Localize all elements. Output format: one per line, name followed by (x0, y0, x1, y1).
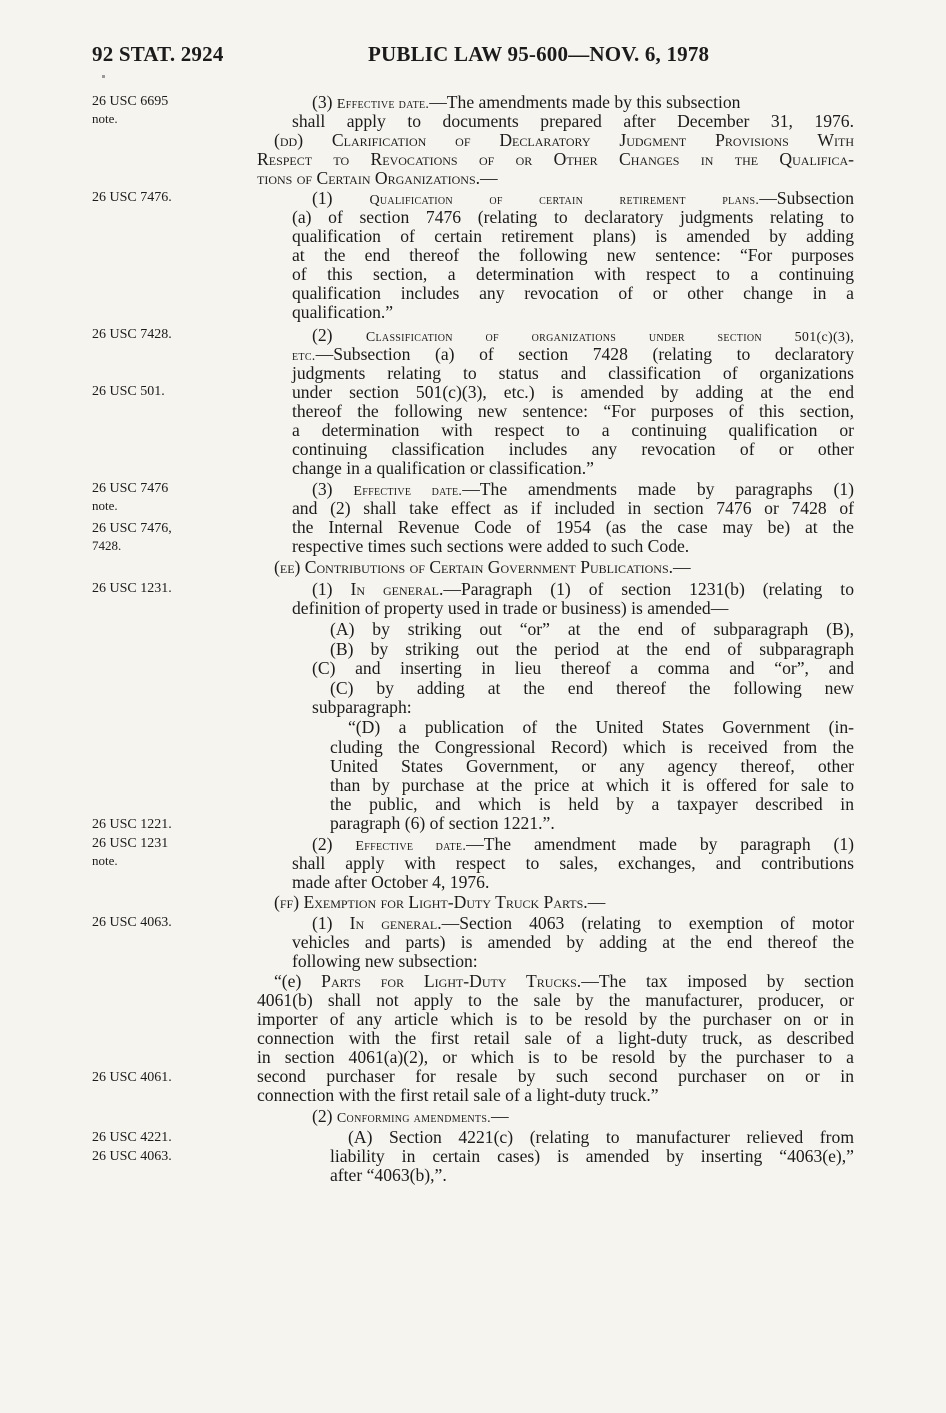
section-heading: (dd) Clarification of Declaratory Judgment Provisions With (274, 130, 854, 150)
text-line: paragraph (6) of section 1221.”. (330, 813, 555, 833)
text-line: cluding the Congressional Record) which is received from the (330, 737, 854, 757)
margin-note-main: 26 USC 501. (92, 384, 165, 399)
margin-note-main: 26 USC 7428. (92, 327, 172, 342)
text-line: shall apply to documents prepared after December 31, 1976. (292, 111, 854, 131)
text-line: under section 501(c)(3), etc.) is amended by adding at the end (292, 382, 854, 402)
text-line: the Internal Revenue Code of 1954 (as the case may be) at the (292, 517, 854, 537)
text-line: second purchaser for resale by such second purchaser on or in (257, 1066, 854, 1086)
text-line: thereof the following new sentence: “For purposes of this section, (292, 401, 854, 421)
section-heading: tions of Certain Organizations.— (257, 168, 498, 188)
margin-note (92, 1069, 212, 1086)
margin-note-main: 26 USC 7476 (92, 481, 169, 496)
text-line: after “4063(b),”. (330, 1165, 447, 1185)
margin-note (92, 326, 212, 343)
text-line: etc.—Subsection (a) of section 7428 (relating to declaratory (292, 344, 854, 364)
margin-note-main: 26 USC 7476. (92, 190, 172, 205)
text-line: continuing classification includes any revocation of or other (292, 439, 854, 459)
text-line: in section 4061(a)(2), or which is to be resold by the purchaser to a (257, 1047, 854, 1067)
margin-note-main: 26 USC 4221. (92, 1130, 172, 1145)
section-heading: (ff) Exemption for Light-Duty Truck Parts.— (274, 892, 606, 912)
margin-note-sub: 7428. (92, 538, 122, 553)
margin-note-main: 26 USC 6695 (92, 94, 169, 109)
text-line: (B) by striking out the period at the end of subparagraph (330, 639, 854, 659)
text-line: the public, and which is held by a taxpayer described in (330, 794, 854, 814)
margin-note-main: 26 USC 4063. (92, 1149, 172, 1164)
margin-note (92, 520, 212, 554)
page-reference: 92 STAT. 2924 (92, 42, 224, 66)
text-line: judgments relating to status and classification of organizations (292, 363, 854, 383)
margin-note-sub: note. (92, 498, 118, 513)
text-line: connection with the first retail sale of a light-duty truck, as described (257, 1028, 854, 1048)
margin-note-main: 26 USC 4061. (92, 1070, 172, 1085)
text-line: (1) Qualification of certain retirement plans.—Subsection (312, 188, 854, 208)
text-line: following new subsection: (292, 951, 478, 971)
margin-note (92, 1148, 212, 1165)
text-line: (a) of section 7476 (relating to declaratory judgments relating to (292, 207, 854, 227)
text-line: (C) and inserting in lieu thereof a comma and “or”, and (312, 658, 854, 678)
margin-note (92, 93, 212, 127)
text-line: qualification includes any revocation of or other change in a (292, 283, 854, 303)
section-heading: (ee) Contributions of Certain Government Publications.— (274, 557, 691, 577)
margin-note-main: 26 USC 1231. (92, 581, 172, 596)
text-line: vehicles and parts) is amended by adding at the end thereof the (292, 932, 854, 952)
page-title: PUBLIC LAW 95-600—NOV. 6, 1978 (368, 42, 710, 66)
text-line: than by purchase at the price at which it is offered for sale to (330, 775, 854, 795)
text-line: (A) Section 4221(c) (relating to manufacturer relieved from (348, 1127, 854, 1147)
margin-note-sub: note. (92, 853, 118, 868)
text-line: definition of property used in trade or business) is amended— (292, 598, 729, 618)
section-heading: Respect to Revocations of or Other Changes in the Qualifica- (257, 149, 854, 169)
text-line: (3) Effective date.—The amendments made by paragraphs (1) (312, 479, 854, 499)
text-line: of this section, a determination with respect to a continuing (292, 264, 854, 284)
text-line: (3) Effective date.—The amendments made by this subsection (312, 92, 741, 112)
text-line: qualification.” (292, 302, 394, 322)
scan-mark (102, 75, 105, 78)
margin-note-main: 26 USC 1221. (92, 817, 172, 832)
text-line: “(D) a publication of the United States Government (in- (348, 717, 854, 737)
text-line: 4061(b) shall not apply to the sale by the manufacturer, producer, or (257, 990, 854, 1010)
margin-note-main: 26 USC 4063. (92, 915, 172, 930)
text-line: shall apply with respect to sales, exchanges, and contributions (292, 853, 854, 873)
text-line: made after October 4, 1976. (292, 872, 490, 892)
text-line: qualification of certain retirement plans) is amended by adding (292, 226, 854, 246)
text-line: (2) Effective date.—The amendment made by paragraph (1) (312, 834, 855, 854)
text-line: respective times such sections were added to such Code. (292, 536, 690, 556)
text-line: United States Government, or any agency thereof, other (330, 756, 854, 776)
text-line: “(e) Parts for Light-Duty Trucks.—The tax imposed by section (274, 971, 855, 991)
text-line: (2) Conforming amendments.— (312, 1106, 509, 1126)
margin-note-main: 26 USC 7476, (92, 521, 172, 536)
margin-note (92, 816, 212, 833)
text-line: importer of any article which is to be resold by the purchaser on or in (257, 1009, 854, 1029)
margin-note (92, 383, 212, 400)
text-line: (1) In general.—Section 4063 (relating to exemption of motor (312, 913, 854, 933)
margin-note (92, 1129, 212, 1146)
text-line: change in a qualification or classification.” (292, 458, 594, 478)
margin-note-sub: note. (92, 111, 118, 126)
text-line: subparagraph: (312, 697, 412, 717)
margin-note (92, 914, 212, 931)
text-line: (2) Classification of organizations under section 501(c)(3), (312, 325, 854, 345)
text-line: a determination with respect to a continuing qualification or (292, 420, 854, 440)
margin-note (92, 480, 212, 514)
margin-note (92, 189, 212, 206)
text-line: and (2) shall take effect as if included in section 7476 or 7428 of (292, 498, 854, 518)
text-line: at the end thereof the following new sentence: “For purposes (292, 245, 854, 265)
text-line: (1) In general.—Paragraph (1) of section 1231(b) (relating to (312, 579, 854, 599)
text-line: liability in certain cases) is amended by inserting “4063(e),” (330, 1146, 854, 1166)
margin-note (92, 580, 212, 597)
text-line: connection with the first retail sale of a light-duty truck.” (257, 1085, 659, 1105)
text-line: (A) by striking out “or” at the end of subparagraph (B), (330, 619, 854, 639)
margin-note-main: 26 USC 1231 (92, 836, 169, 851)
margin-note (92, 835, 212, 869)
text-line: (C) by adding at the end thereof the following new (330, 678, 854, 698)
